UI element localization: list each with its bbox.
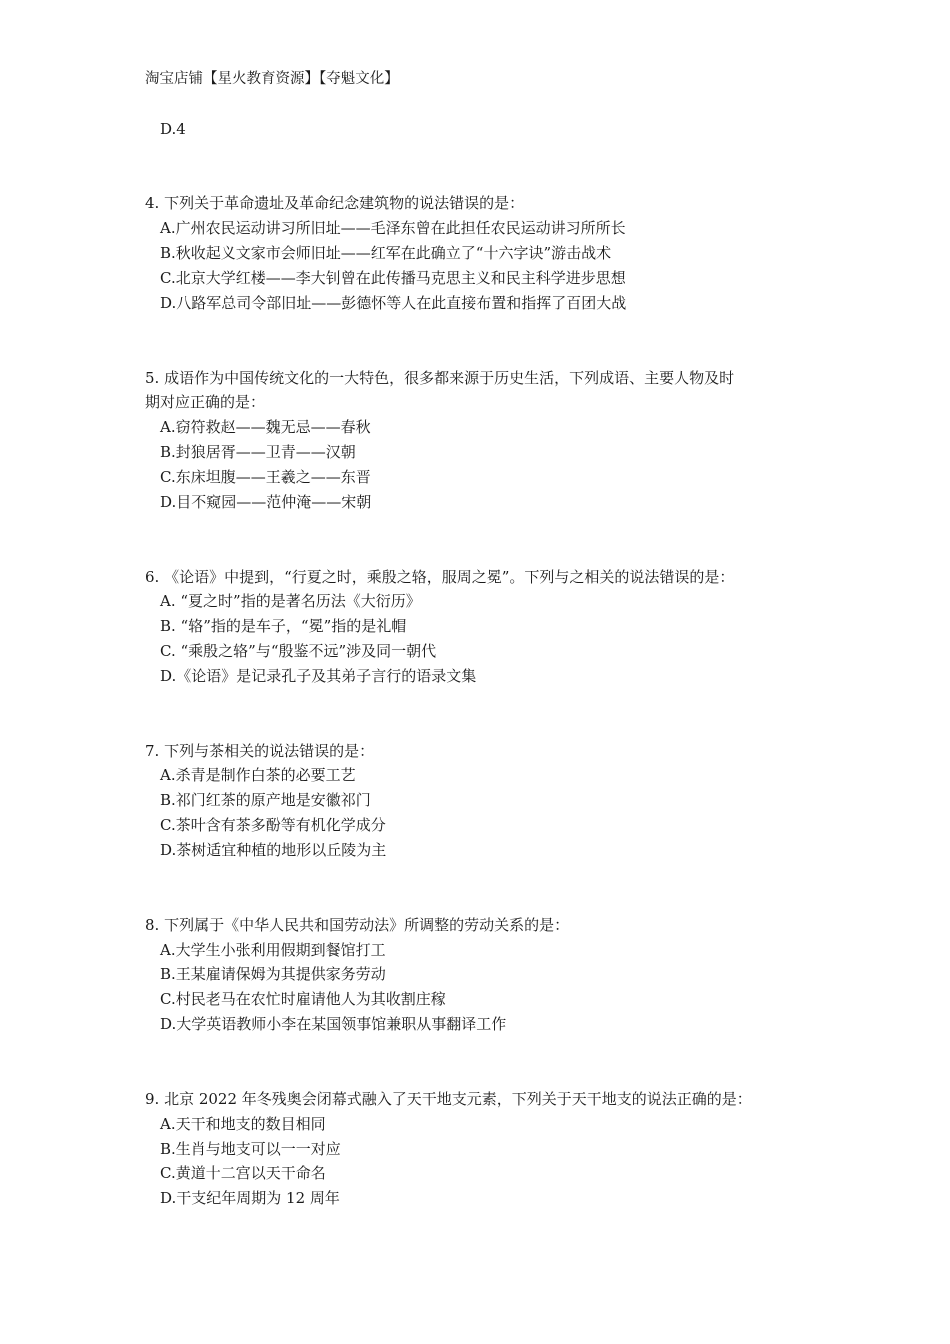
previous-question-option: D.4 [160,120,186,138]
question-6-option-b: B. “辂”指的是车子，“冕”指的是礼帽 [160,617,407,635]
question-8-option-b: B.王某雇请保姆为其提供家务劳动 [160,965,386,983]
question-4-option-a: A.广州农民运动讲习所旧址——毛泽东曾在此担任农民运动讲习所所长 [160,219,626,237]
question-6-option-a: A. “夏之时”指的是著名历法《大衍历》 [160,592,421,610]
question-9-option-a: A.天干和地支的数目相同 [160,1115,326,1133]
question-8-option-c: C.村民老马在农忙时雇请他人为其收割庄稼 [160,990,446,1008]
question-6-option-d: D.《论语》是记录孔子及其弟子言行的语录文集 [160,667,477,685]
question-6-stem: 6. 《论语》中提到，“行夏之时，乘殷之辂，服周之冕”。下列与之相关的说法错误的是： [145,568,735,586]
question-7-stem: 7. 下列与茶相关的说法错误的是： [145,742,375,760]
question-8-option-a: A.大学生小张利用假期到餐馆打工 [160,941,386,959]
question-4-option-d: D.八路军总司令部旧址——彭德怀等人在此直接布置和指挥了百团大战 [160,294,627,312]
question-5-option-d: D.目不窥园——范仲淹——宋朝 [160,493,372,511]
question-4-option-c: C.北京大学红楼——李大钊曾在此传播马克思主义和民主科学进步思想 [160,269,626,287]
question-5-option-c: C.东床坦腹——王羲之——东晋 [160,468,371,486]
question-7-option-b: B.祁门红茶的原产地是安徽祁门 [160,791,371,809]
question-5-option-b: B.封狼居胥——卫青——汉朝 [160,443,356,461]
question-5-stem: 5. 成语作为中国传统文化的一大特色，很多都来源于历史生活，下列成语、主要人物及时 [145,369,735,387]
question-9-option-d: D.干支纪年周期为 12 周年 [160,1189,340,1207]
question-5-stem-continued: 期对应正确的是： [145,393,266,411]
question-7-option-c: C.茶叶含有茶多酚等有机化学成分 [160,816,386,834]
question-9-option-c: C.黄道十二宫以天干命名 [160,1164,326,1182]
question-4-option-b: B.秋收起义文家市会师旧址——红军在此确立了“十六字诀”游击战术 [160,244,612,262]
question-6-option-c: C. “乘殷之辂”与“殷鉴不远”涉及同一朝代 [160,642,437,660]
question-7-option-d: D.茶树适宜种植的地形以丘陵为主 [160,841,387,859]
question-8-option-d: D.大学英语教师小李在某国领事馆兼职从事翻译工作 [160,1015,507,1033]
question-9-stem: 9. 北京 2022 年冬残奥会闭幕式融入了天干地支元素，下列关于天干地支的说法正确的是： [145,1090,752,1108]
question-9-option-b: B.生肖与地支可以一一对应 [160,1140,341,1158]
question-8-stem: 8. 下列属于《中华人民共和国劳动法》所调整的劳动关系的是： [145,916,570,934]
question-7-option-a: A.杀青是制作白茶的必要工艺 [160,766,356,784]
question-4-stem: 4. 下列关于革命遗址及革命纪念建筑物的说法错误的是： [145,194,525,212]
question-5-option-a: A.窃符救赵——魏无忌——春秋 [160,418,371,436]
page-header: 淘宝店铺【星火教育资源】【夺魁文化】 [145,71,399,87]
